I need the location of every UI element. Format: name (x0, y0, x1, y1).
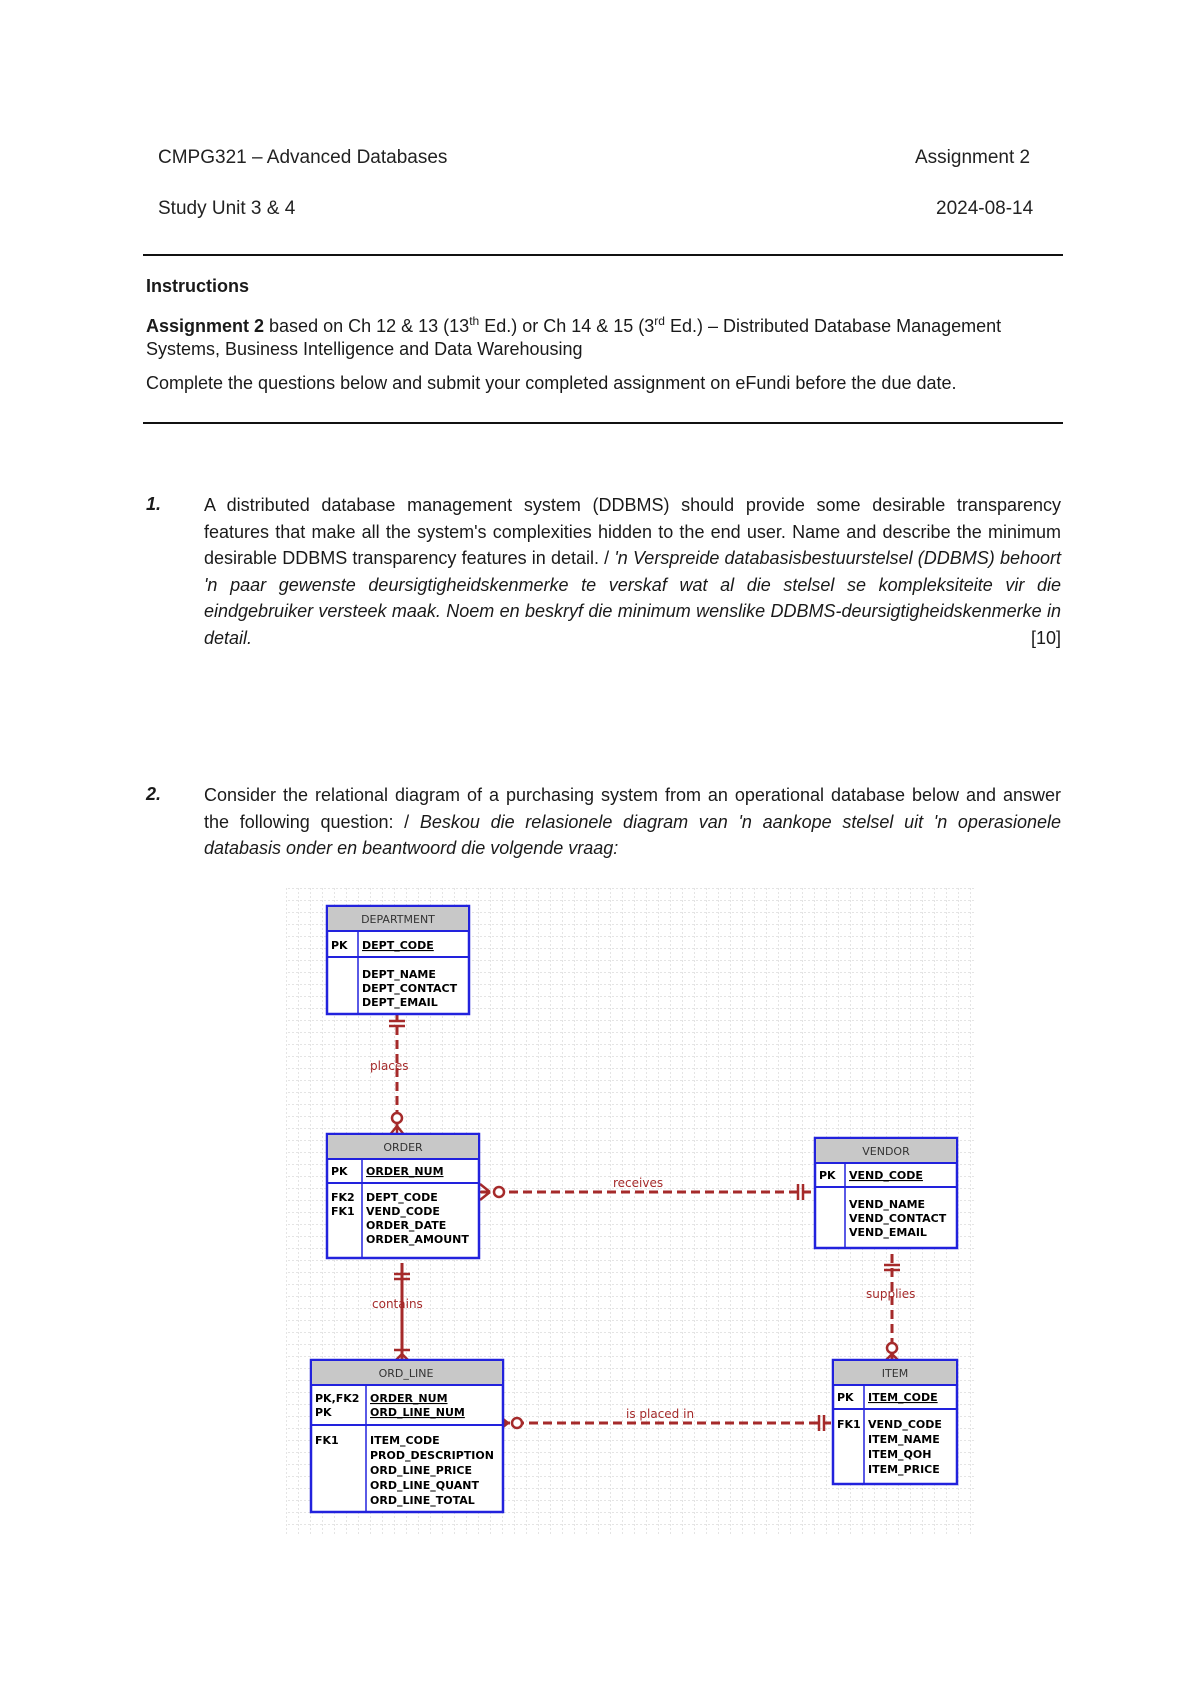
vendor-pk-field: VEND_CODE (849, 1169, 923, 1182)
ord-line-pk-field: ORDER_NUM (370, 1392, 448, 1405)
vendor-pk-label: PK (819, 1169, 836, 1182)
contains-label: contains (372, 1297, 423, 1311)
ord-line-pk-field: ORD_LINE_NUM (370, 1406, 465, 1419)
entity-ord-line (311, 1360, 503, 1512)
item-pk-field: ITEM_CODE (868, 1391, 938, 1404)
instructions-sup-b: rd (654, 314, 665, 328)
question-1-english: A distributed database management system (DDBMS) should provide some desirable transparency features that make all the system's complexities hidden to the end user. Name and describe the minimum desirable DDBMS transparency features in detail. / (204, 495, 1061, 568)
relational-diagram (286, 888, 976, 1536)
order-field: DEPT_CODE (366, 1191, 438, 1204)
entity-item (833, 1360, 957, 1484)
bottom-divider (143, 422, 1063, 424)
instructions-text-b: Ed.) or Ch 14 & 15 (3 (479, 316, 655, 336)
ord-line-field: PROD_DESCRIPTION (370, 1449, 494, 1462)
submit-instructions: Complete the questions below and submit your completed assignment on eFundi before the due date. (146, 373, 957, 393)
is-placed-in-label: is placed in (626, 1407, 695, 1421)
item-field: ITEM_QOH (868, 1448, 932, 1461)
order-field: ORDER_AMOUNT (366, 1233, 469, 1246)
instructions-text-a: based on Ch 12 & 13 (13 (264, 316, 470, 336)
instructions-text-c: Ed.) – Distributed Database Management Systems, Business Intelligence and Data Warehousing (146, 316, 1002, 359)
assignment-title: Assignment 2 (915, 147, 1031, 168)
question-2-number: 2. (146, 784, 162, 804)
ord-line-field: ORD_LINE_PRICE (370, 1464, 472, 1477)
vendor-field: VEND_EMAIL (849, 1226, 927, 1239)
vendor-title: VENDOR (862, 1145, 910, 1158)
supplies-label: supplies (866, 1287, 916, 1301)
course-title: CMPG321 – Advanced Databases (158, 147, 448, 168)
order-pk-label: PK (331, 1165, 348, 1178)
item-fk-label: FK1 (837, 1418, 861, 1431)
assignment-label: Assignment 2 (146, 316, 265, 336)
vendor-field: VEND_CONTACT (849, 1212, 947, 1225)
receives-label: receives (613, 1176, 664, 1190)
instructions-sup-a: th (469, 314, 480, 328)
ord-line-pk-label: PK,FK2 (315, 1392, 360, 1405)
places-zero-mark (392, 1113, 402, 1123)
entity-department (327, 906, 469, 1014)
question-1-text (204, 492, 1061, 651)
supplies-zero-mark (887, 1343, 897, 1353)
question-1-marks: [10] (1030, 627, 1061, 648)
instructions-heading: Instructions (146, 276, 250, 296)
ord-line-field: ORD_LINE_TOTAL (370, 1494, 475, 1507)
department-pk-field: DEPT_CODE (362, 939, 434, 952)
order-pk-field: ORDER_NUM (366, 1165, 444, 1178)
ord-line-field: ITEM_CODE (370, 1434, 440, 1447)
ord-line-field: ORD_LINE_QUANT (370, 1479, 479, 1492)
ord-line-pk-label: PK (315, 1406, 332, 1419)
top-divider (143, 254, 1063, 256)
vendor-field: VEND_NAME (849, 1198, 926, 1211)
order-field: ORDER_DATE (366, 1219, 447, 1232)
question-1-afrikaans: 'n Verspreide databasisbestuurstelsel (DDBMS) behoort 'n paar gewenste deursigtigheidskenmerke te verskaf wat al die stelsel se kompleksiteite vir die eindgebruiker versteek maak. Noem en beskryf die minimum wenslike DDBMS-deursigtigheidskenmerke in detail. (204, 548, 1062, 648)
places-label: places (370, 1059, 409, 1073)
entity-order (327, 1134, 479, 1258)
question-2-text (204, 782, 1061, 862)
order-title: ORDER (383, 1141, 423, 1154)
item-pk-label: PK (837, 1391, 854, 1404)
order-field: VEND_CODE (366, 1205, 440, 1218)
ord-line-fk-label: FK1 (315, 1434, 339, 1447)
study-unit: Study Unit 3 & 4 (158, 198, 296, 219)
department-pk-label: PK (331, 939, 348, 952)
item-title: ITEM (881, 1367, 909, 1380)
entity-vendor (815, 1138, 957, 1248)
item-field: ITEM_PRICE (868, 1463, 940, 1476)
department-field: DEPT_CONTACT (362, 982, 458, 995)
item-field: ITEM_NAME (868, 1433, 940, 1446)
due-date: 2024-08-14 (936, 198, 1034, 219)
department-field: DEPT_NAME (362, 968, 436, 981)
order-fk-label: FK2 (331, 1191, 355, 1204)
is-placed-in-zero-mark (512, 1418, 522, 1428)
instructions-paragraph (146, 310, 1061, 361)
question-2-afrikaans: Beskou die relasionele diagram van 'n aankope stelsel uit 'n operasionele databasis onder en beantwoord die volgende vraag: (204, 811, 1061, 858)
department-title: DEPARTMENT (361, 913, 435, 926)
department-field: DEPT_EMAIL (362, 996, 438, 1009)
ord-line-title: ORD_LINE (378, 1367, 434, 1380)
item-field: VEND_CODE (868, 1418, 942, 1431)
question-1-number: 1. (146, 494, 162, 514)
question-2-english: Consider the relational diagram of a purchasing system from an operational database below and answer the following question: / (204, 785, 1061, 832)
order-fk-label: FK1 (331, 1205, 355, 1218)
receives-zero-mark (494, 1187, 504, 1197)
